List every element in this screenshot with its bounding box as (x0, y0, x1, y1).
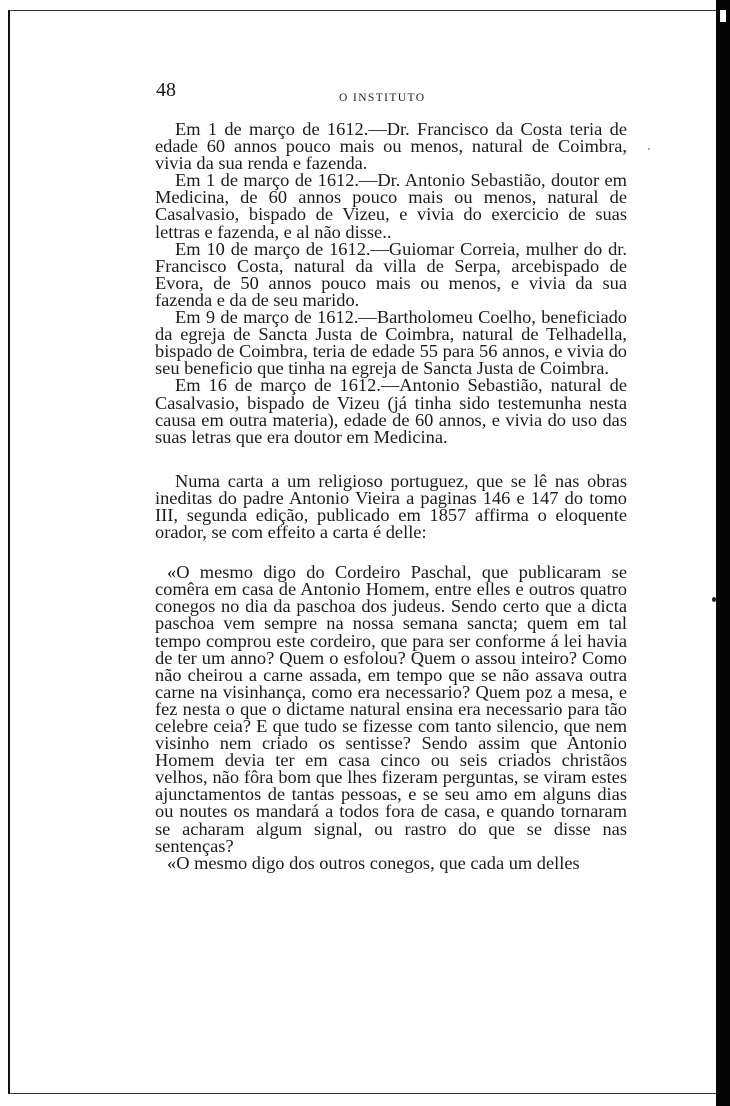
testimony-entry: Em 1 de março de 1612.—Dr. Antonio Sebastião, doutor em Medicina, de 60 annos pouco mais ou menos, natural de Casalvasio, bispado de Vizeu, e vivia do exercicio de suas lettras e fazenda, e al não disse.. (155, 170, 627, 242)
scan-notch (720, 10, 726, 22)
running-title: O INSTITUTO (339, 92, 426, 104)
quote-gap (155, 541, 627, 564)
quote-paragraph: «O mesmo digo do Cordeiro Paschal, que publicaram se comêra em casa de Antonio Homem, entre elles e outros quatro conegos no dia da paschoa dos judeus. Sendo certo que a dicta paschoa vem sempre na nossa semana sancta; quem em tal tempo comprou este cordeiro, que para ser conforme á lei havia de ter um anno? Quem o esfolou? Quem o assou inteiro? Como não cheirou a carne assada, em tempo que se não assava outra carne na visinhança, como era necessario? Quem poz a mesa, e fez nesta o que o dictame natural ensina era necessario para tão celebre ceia? E que tudo se fizesse com tanto silencio, que nem visinho nem criado os sentisse? Sendo assim que Antonio Homem devia ter em casa cinco ou seis criados christãos velhos, não fôra bom que lhes fizeram perguntas, se viram estes ajunctamentos de tantas pessoas, e se seu amo em alguns dias ou noutes os mandará a todos fora de casa, e quando tornaram se acharam algum signal, ou rastro do que se disse nas sentenças? (155, 562, 627, 856)
scan-speck (712, 597, 716, 602)
section-gap (155, 446, 627, 473)
testimony-entry: Em 16 de março de 1612.—Antonio Sebastião, natural de Casalvasio, bispado de Vizeu (já tinha sido testemunha nesta causa em outra materia), edade de 60 annos, e vivia do uso das suas letras que era doutor em Medicina. (155, 375, 627, 447)
quote-paragraph: «O mesmo digo dos outros conegos, que cada um delles (167, 852, 580, 873)
testimony-entry: Em 9 de março de 1612.—Bartholomeu Coelho, beneficiado da egreja de Sancta Justa de Coimbra, natural de Telhadella, bispado de Coimbra, teria de edade 55 para 56 annos, e vivia do seu beneficio que tinha na egreja de Sancta Justa de Coimbra. (155, 307, 627, 379)
intro-paragraph: Numa carta a um religioso portuguez, que se lê nas obras ineditas do padre Antonio Vieira a paginas 146 e 147 do tomo III, segunda edição, publicado em 1857 affirma o eloquente orador, se com effeito a carta é delle: (155, 470, 627, 543)
scan-speck (648, 148, 650, 150)
testimony-entry: Em 10 de março de 1612.—Guiomar Correia, mulher do dr. Francisco Costa, natural da villa de Serpa, arcebispado de Evora, de 50 annos pouco mais ou menos, e vivia da sua fazenda e da de seu marido. (155, 238, 627, 310)
scan-edge-right (716, 0, 730, 1106)
testimony-entry: Em 1 de março de 1612.—Dr. Francisco da Costa teria de edade 60 annos pouco mais ou menos, natural de Coimbra, vivia da sua renda e fazenda. (155, 119, 627, 174)
body-text (155, 121, 627, 872)
page-number: 48 (156, 79, 176, 101)
